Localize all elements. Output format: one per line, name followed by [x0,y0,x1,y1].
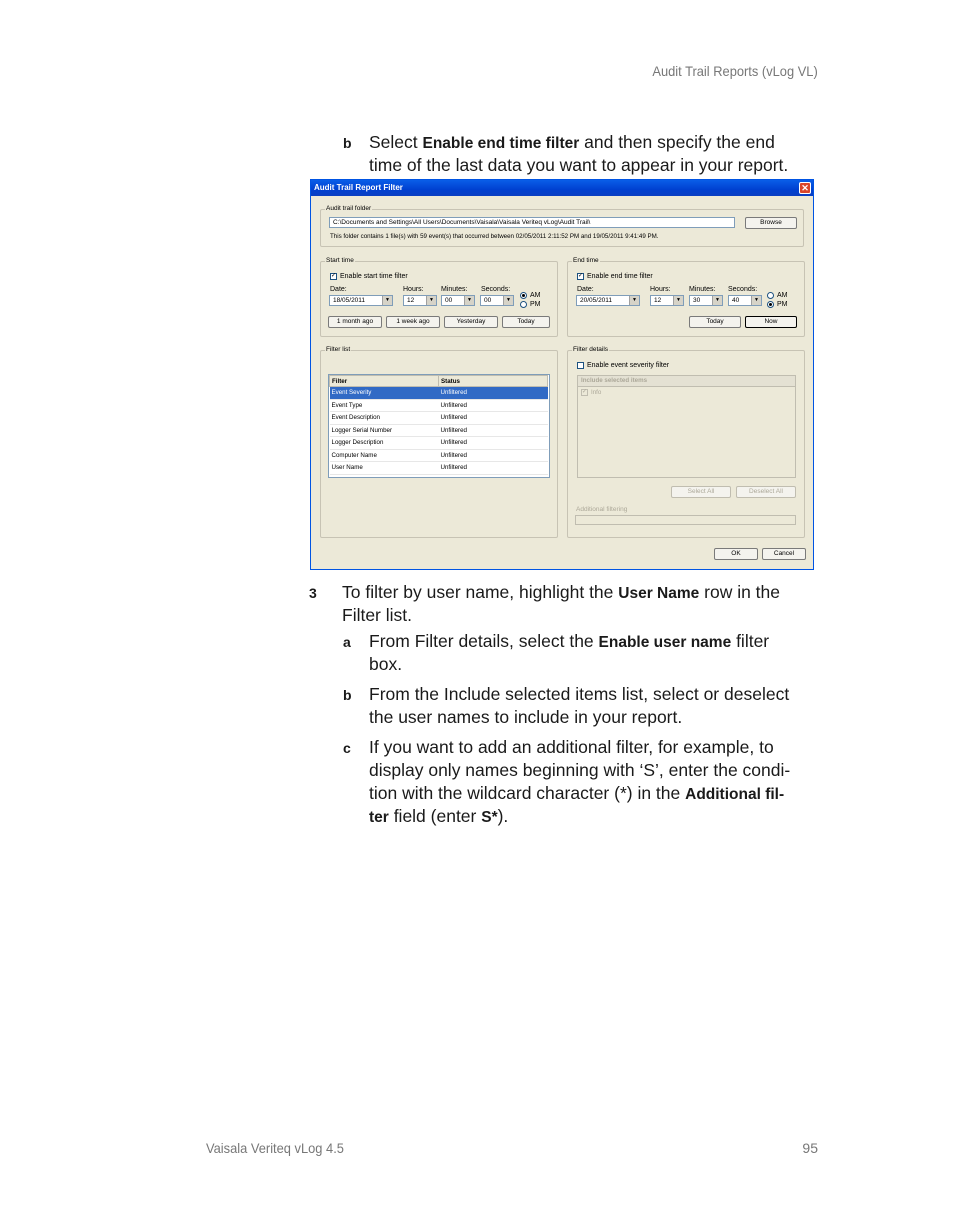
end-time-enable-label: Enable end time filter [587,273,653,280]
include-selected-items-list[interactable] [577,375,796,478]
page-number: 95 [802,1140,818,1156]
one-week-ago-button[interactable]: 1 week ago [386,316,440,328]
status-column-header[interactable]: Status [439,376,548,387]
end-pm-label: PM [777,301,788,308]
deselect-all-button[interactable]: Deselect All [736,486,796,498]
end-date-select[interactable]: 20/05/2011 ▼ [576,295,640,306]
start-seconds-select[interactable]: 00 ▼ [480,295,514,306]
step-c-line3: tion with the wildcard character (*) in the Additional fil- [369,783,785,803]
folder-path-field[interactable]: C:\Documents and Settings\All Users\Documents\Vaisala\Vaisala Veriteq vLog\Audit Trail\ [329,217,735,228]
folder-info-text: This folder contains 1 file(s) with 59 event(s) that occurred between 02/05/2011 2:11:52 PM and 19/05/2011 9:41:49 PM. [330,233,659,240]
filter-details-label: Filter details [573,346,609,353]
step-marker: c [343,740,351,756]
start-date-select[interactable]: 18/05/2011 ▼ [329,295,393,306]
filter-list-table [328,374,550,478]
table-row[interactable]: Event Severity Unfiltered [330,387,548,400]
list-item[interactable]: ✓ Info [582,389,602,396]
step3-line2: Filter list. [342,605,412,625]
step-b1-line1: Select Enable end time filter and then specify the end [369,132,775,152]
hours-label: Hours: [650,286,671,293]
start-am-radio[interactable] [520,292,527,299]
close-icon[interactable]: ✕ [799,182,811,194]
end-hours-select[interactable]: 12 ▼ [650,295,684,306]
step-marker: 3 [309,585,317,601]
start-pm-label: PM [530,301,541,308]
start-time-checkbox[interactable]: ✓ [331,273,337,279]
step-b2-line1: From the Include selected items list, select or deselect [369,684,790,704]
date-label: Date: [577,286,594,293]
cancel-button[interactable]: Cancel [762,548,806,560]
browse-button[interactable]: Browse [745,217,797,229]
step-c-line2: display only names beginning with ‘S’, enter the condi- [369,760,791,780]
now-button[interactable]: Now [745,316,797,328]
seconds-label: Seconds: [728,286,758,293]
table-row[interactable]: Event Description Unfiltered [330,412,548,425]
step-marker: b [343,687,352,703]
table-row[interactable]: User Name Unfiltered [330,462,548,475]
filter-column-header[interactable]: Filter [330,376,439,387]
start-pm-radio[interactable] [520,301,527,308]
dialog-title: Audit Trail Report Filter [314,183,403,192]
additional-filtering-field[interactable] [575,515,796,525]
end-pm-radio[interactable] [767,301,774,308]
seconds-label: Seconds: [481,286,511,293]
end-am-radio[interactable] [767,292,774,299]
end-time-group [567,257,805,337]
include-header: Include selected items [578,376,795,387]
enable-severity-label: Enable event severity filter [587,362,670,369]
start-hours-select[interactable]: 12 ▼ [403,295,437,306]
end-today-button[interactable]: Today [689,316,741,328]
step-a-line2: box. [369,654,403,674]
step-b2-line2: the user names to include in your report. [369,707,683,727]
audit-folder-group [320,205,804,247]
audit-trail-filter-dialog [310,179,814,570]
running-header: Audit Trail Reports (vLog VL) [652,63,818,79]
footer-product: Vaisala Veriteq vLog 4.5 [206,1140,344,1156]
end-time-checkbox[interactable]: ✓ [578,273,584,279]
step-marker: a [343,634,351,650]
start-time-label: Start time [326,257,354,264]
step-marker: b [343,135,352,151]
minutes-label: Minutes: [689,286,716,293]
end-time-label: End time [573,257,599,264]
step-c-line1: If you want to add an additional filter, for example, to [369,737,774,757]
start-time-enable-label: Enable start time filter [340,273,408,280]
step-b1-line2: time of the last data you want to appear in your report. [369,155,789,175]
step-c-line4: ter field (enter S*). [369,806,509,826]
yesterday-button[interactable]: Yesterday [444,316,498,328]
table-row[interactable]: Computer Name Unfiltered [330,449,548,462]
select-all-button[interactable]: Select All [671,486,731,498]
start-today-button[interactable]: Today [502,316,550,328]
enable-severity-checkbox[interactable] [577,362,584,369]
date-label: Date: [330,286,347,293]
minutes-label: Minutes: [441,286,468,293]
additional-filtering-label: Additional filtering [576,506,628,513]
start-am-label: AM [530,292,541,299]
end-seconds-select[interactable]: 40 ▼ [728,295,762,306]
audit-folder-label: Audit trail folder [326,205,372,212]
hours-label: Hours: [403,286,424,293]
dialog-title-bar [311,180,813,196]
end-am-label: AM [777,292,788,299]
step3-line1: To filter by user name, highlight the User Name row in the [342,582,780,602]
table-row[interactable]: Logger Description Unfiltered [330,437,548,450]
step-a-line1: From Filter details, select the Enable user name filter [369,631,770,651]
ok-button[interactable]: OK [714,548,758,560]
end-minutes-select[interactable]: 30 ▼ [689,295,723,306]
start-minutes-select[interactable]: 00 ▼ [441,295,475,306]
start-time-group [320,257,558,337]
one-month-ago-button[interactable]: 1 month ago [328,316,382,328]
filter-list-label: Filter list [326,346,351,353]
table-row[interactable]: Logger Serial Number Unfiltered [330,424,548,437]
table-row[interactable]: Event Type Unfiltered [330,399,548,412]
